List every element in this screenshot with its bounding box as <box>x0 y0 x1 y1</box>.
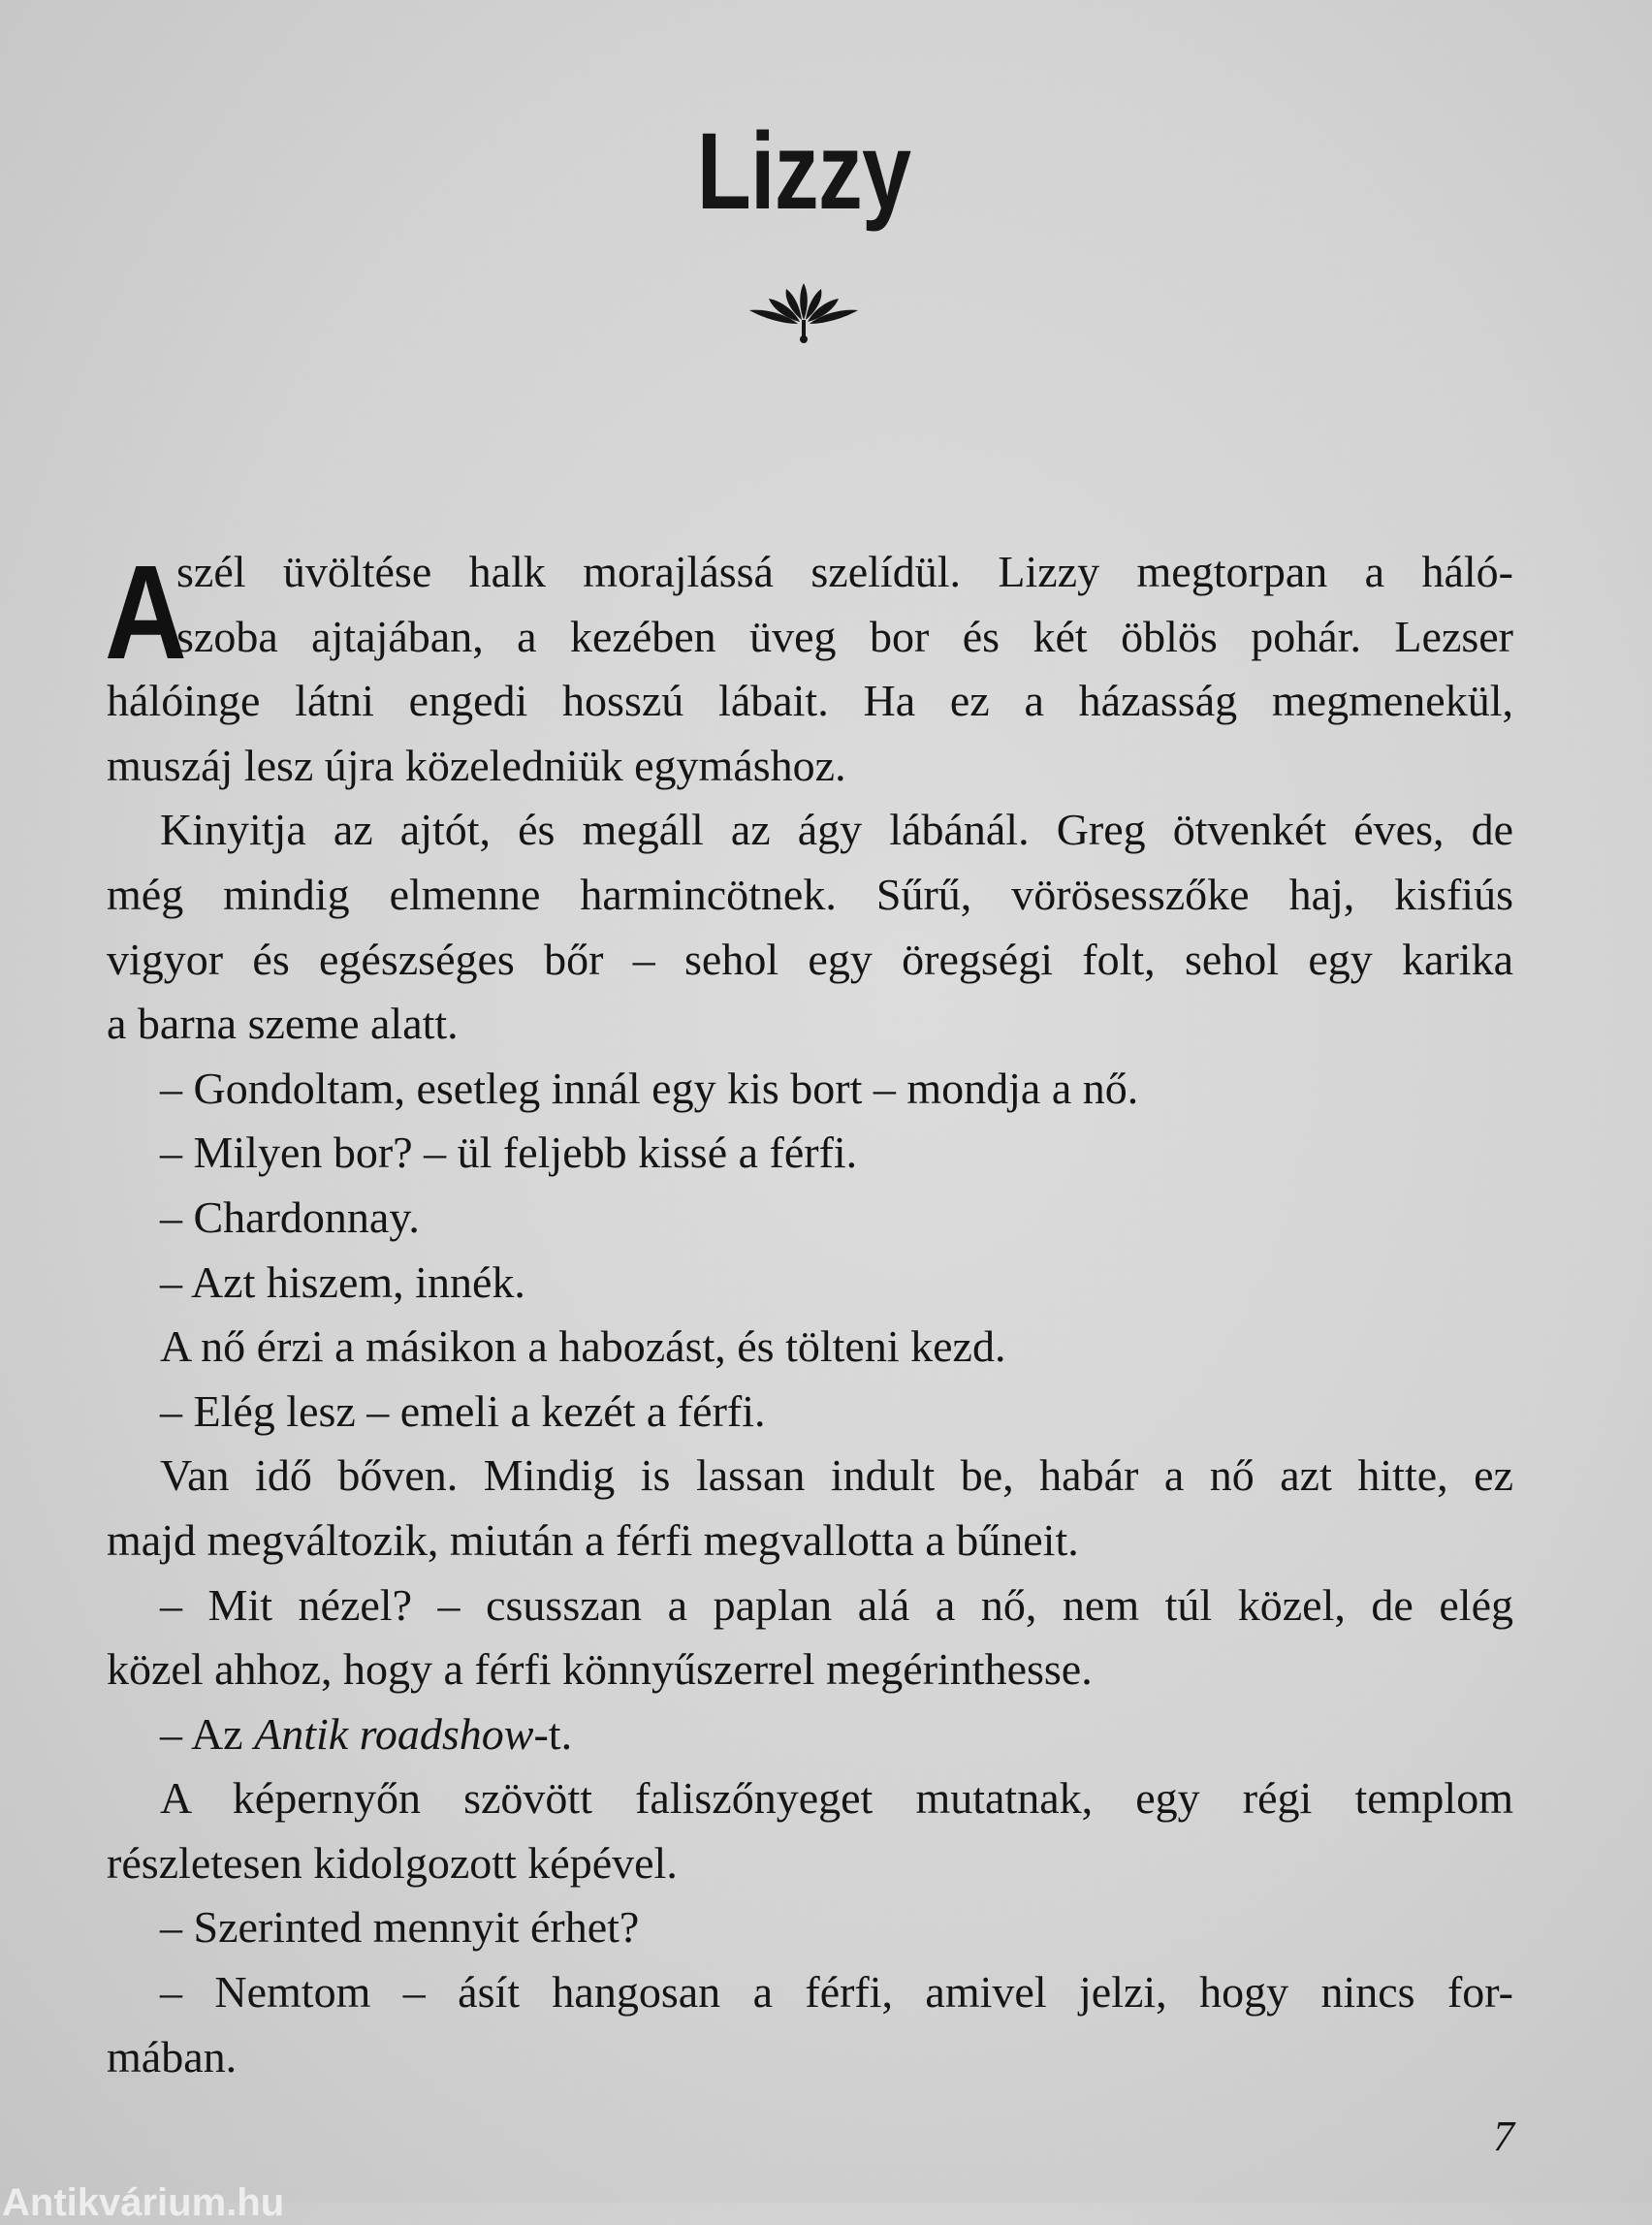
text-line <box>107 1315 1513 1380</box>
text-line <box>107 669 1513 734</box>
text-line <box>107 1380 1513 1445</box>
text-segment: -t. <box>533 1708 573 1759</box>
text-segment: részletesen kidolgozott képével. <box>107 1837 678 1888</box>
drop-cap: A <box>105 538 187 687</box>
text-line <box>107 1895 1513 1960</box>
text-line <box>107 540 1513 605</box>
text-segment: majd megváltozik, miután a férfi megvallotta a bűneit. <box>107 1514 1079 1565</box>
text-segment: – Szerinted mennyit érhet? <box>160 1902 640 1953</box>
text-segment: szél üvöltése halk morajlássá szelídül. Lizzy megtorpan a háló- <box>176 547 1513 596</box>
text-segment: szoba ajtajában, a kezében üveg bor és két öblös pohár. Lezser <box>176 611 1513 661</box>
floral-ornament-icon <box>746 281 862 345</box>
text-segment: – Azt hiszem, innék. <box>160 1256 525 1307</box>
text-segment: – Mit nézel? – csusszan a paplan alá a nő, nem túl közel, de elég <box>160 1579 1513 1630</box>
text-segment: – Gondoltam, esetleg innál egy kis bort – mondja a nő. <box>160 1063 1139 1113</box>
text-line <box>107 1444 1513 1509</box>
text-segment: még mindig elmenne harmincötnek. Sűrű, vörösesszőke haj, kisfiús <box>107 869 1513 919</box>
text-segment: – Az <box>160 1708 255 1759</box>
text-line <box>107 992 1513 1057</box>
text-line <box>107 1251 1513 1316</box>
text-segment: közel ahhoz, hogy a férfi könnyűszerrel megérinthesse. <box>107 1644 1093 1695</box>
text-line <box>107 863 1513 928</box>
text-line <box>107 1057 1513 1122</box>
text-line <box>107 1766 1513 1831</box>
text-segment: muszáj lesz újra közeledniük egymáshoz. <box>107 740 846 790</box>
text-line <box>107 605 1513 670</box>
text-line <box>107 1702 1513 1767</box>
text-line <box>107 798 1513 863</box>
text-line <box>107 734 1513 799</box>
text-segment: – Nemtom – ásít hangosan a férfi, amivel jelzi, hogy nincs for- <box>160 1967 1513 2018</box>
text-segment: a barna szeme alatt. <box>107 999 459 1049</box>
text-segment: Van idő bőven. Mindig is lassan indult be, habár a nő azt hitte, ez <box>160 1450 1513 1501</box>
page-number: 7 <box>1493 2113 1514 2160</box>
text-line <box>107 1960 1513 2025</box>
text-segment: mában. <box>107 2031 238 2082</box>
text-line <box>107 1831 1513 1896</box>
text-line <box>107 1573 1513 1638</box>
text-segment: A nő érzi a másikon a habozást, és tölteni kezd. <box>160 1321 1006 1372</box>
text-segment: A képernyőn szövött faliszőnyeget mutatnak, egy régi templom <box>160 1773 1513 1824</box>
text-segment: vigyor és egészséges bőr – sehol egy öregségi folt, sehol egy karika <box>107 934 1513 984</box>
text-segment: Kinyitja az ajtót, és megáll az ágy lábánál. Greg ötvenkét éves, de <box>160 805 1513 855</box>
watermark: Antikvárium.hu <box>2 2181 285 2224</box>
text-line <box>107 1121 1513 1186</box>
text-segment: – Milyen bor? – ül feljebb kissé a férfi. <box>160 1128 858 1178</box>
body-text <box>107 540 1513 2089</box>
text-segment: – Chardonnay. <box>160 1192 420 1242</box>
text-line <box>107 1186 1513 1251</box>
text-segment: hálóinge látni engedi hosszú lábait. Ha ez a házasság megmenekül, <box>107 676 1513 726</box>
text-segment: – Elég lesz – emeli a kezét a férfi. <box>160 1385 766 1436</box>
chapter-title: Lizzy <box>696 111 911 232</box>
text-line <box>107 1509 1513 1573</box>
text-line <box>107 2025 1513 2090</box>
text-line <box>107 1637 1513 1702</box>
text-line <box>107 928 1513 993</box>
italic-title-text: Antik roadshow <box>254 1708 534 1759</box>
